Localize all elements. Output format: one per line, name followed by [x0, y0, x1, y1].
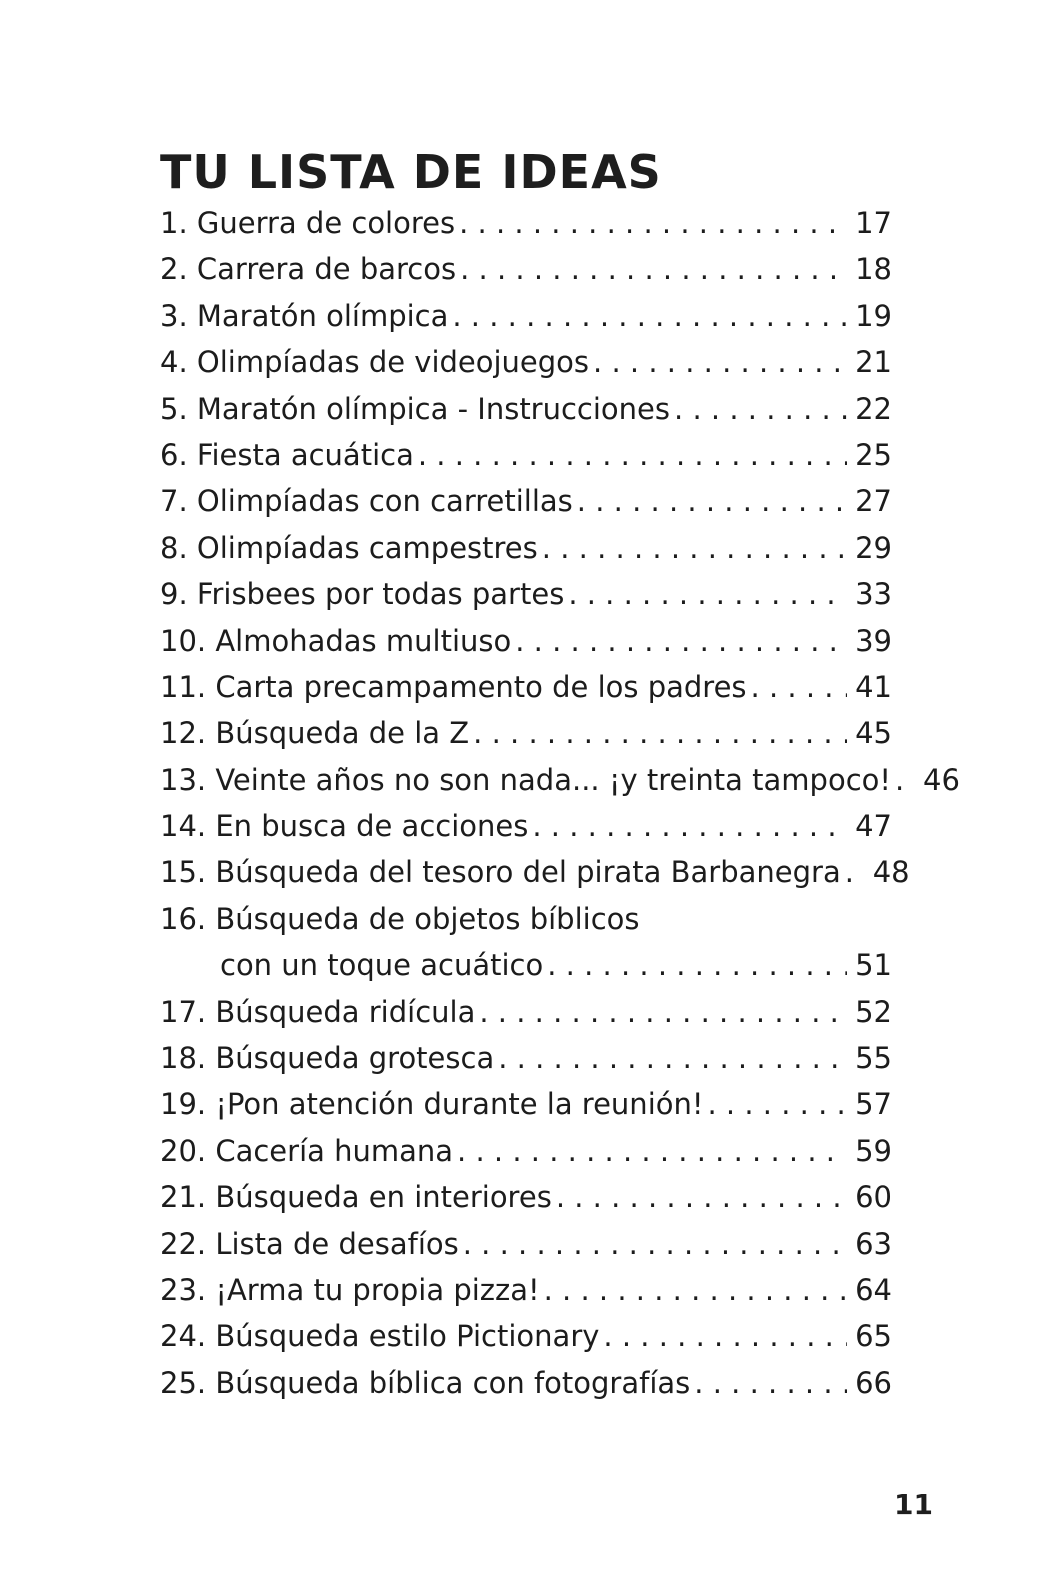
- toc-entry-title: 24. Búsqueda estilo Pictionary: [160, 1319, 600, 1354]
- dot-leader: [544, 1267, 847, 1313]
- toc-page-number: 25: [855, 437, 892, 472]
- toc-page-number: 47: [855, 809, 892, 844]
- toc-entry: [160, 989, 892, 1035]
- toc-entry: [160, 664, 892, 710]
- toc-page-number: 45: [855, 716, 892, 751]
- toc-entry: [160, 200, 892, 246]
- toc-entry: [160, 386, 892, 432]
- toc-entry-title: 23. ¡Arma tu propia pizza!: [160, 1272, 540, 1307]
- dot-leader: [568, 571, 847, 617]
- toc-entry: [160, 896, 892, 942]
- dot-leader: [593, 339, 847, 385]
- dot-leader: [708, 1081, 848, 1127]
- toc-page-number: 64: [855, 1272, 892, 1307]
- toc-page-number: 60: [855, 1180, 892, 1215]
- toc-entry: [160, 1221, 892, 1267]
- toc-entry-title: 12. Búsqueda de la Z: [160, 716, 470, 751]
- dot-leader: [694, 1360, 847, 1406]
- dot-leader: [577, 478, 847, 524]
- toc-entry-title: 15. Búsqueda del tesoro del pirata Barbanegra: [160, 855, 841, 890]
- toc-page-number: 18: [855, 252, 892, 287]
- toc-entry: [160, 246, 892, 292]
- dot-leader: [895, 757, 915, 803]
- toc-entry-title: 10. Almohadas multiuso: [160, 623, 512, 658]
- dot-leader: [515, 618, 847, 664]
- toc-entry-title: 7. Olimpíadas con carretillas: [160, 484, 573, 519]
- dot-leader: [473, 710, 847, 756]
- toc-page-number: 51: [855, 948, 892, 983]
- toc-entry-title: 21. Búsqueda en interiores: [160, 1180, 552, 1215]
- toc-page-number: 27: [855, 484, 892, 519]
- toc-entry: [160, 1267, 892, 1313]
- toc-page-number: 65: [855, 1319, 892, 1354]
- toc-entry-title: 13. Veinte años no son nada... ¡y treinta tampoco!: [160, 762, 892, 797]
- toc-page-number: 59: [855, 1133, 892, 1168]
- toc-entry: [160, 1128, 892, 1174]
- toc-heading: TU LISTA DE IDEAS: [160, 145, 662, 199]
- toc-entry-title: 6. Fiesta acuática: [160, 437, 414, 472]
- toc-entry: [160, 293, 892, 339]
- dot-leader: [751, 664, 848, 710]
- toc-entry: [160, 849, 910, 895]
- toc-entry: [160, 525, 892, 571]
- toc-page-number: 46: [923, 762, 960, 797]
- toc-entry: [160, 478, 892, 524]
- toc-entry-title: 14. En busca de acciones: [160, 809, 529, 844]
- table-of-contents: [160, 200, 960, 1406]
- toc-entry-title: 22. Lista de desafíos: [160, 1226, 459, 1261]
- toc-entry-title: 18. Búsqueda grotesca: [160, 1041, 495, 1076]
- dot-leader: [459, 200, 847, 246]
- toc-entry: [160, 618, 892, 664]
- toc-entry-title: 4. Olimpíadas de videojuegos: [160, 345, 590, 380]
- dot-leader: [463, 1221, 847, 1267]
- dot-leader: [845, 849, 865, 895]
- toc-entry-title: 19. ¡Pon atención durante la reunión!: [160, 1087, 704, 1122]
- toc-page-number: 57: [855, 1087, 892, 1122]
- page-number: 11: [894, 1488, 933, 1521]
- dot-leader: [457, 1128, 847, 1174]
- dot-leader: [418, 432, 847, 478]
- toc-page-number: 41: [855, 669, 892, 704]
- toc-entry: [160, 1035, 892, 1081]
- dot-leader: [452, 293, 847, 339]
- toc-entry-title: 1. Guerra de colores: [160, 206, 456, 240]
- toc-entry: [160, 1174, 892, 1220]
- toc-page-number: 55: [855, 1041, 892, 1076]
- toc-page-number: 63: [855, 1226, 892, 1261]
- toc-entry: [160, 1081, 892, 1127]
- toc-entry-title: 20. Cacería humana: [160, 1133, 454, 1168]
- toc-page-number: 19: [855, 298, 892, 333]
- dot-leader: [542, 525, 847, 571]
- dot-leader: [556, 1174, 847, 1220]
- toc-page-number: 52: [855, 994, 892, 1029]
- toc-entry-title: 3. Maratón olímpica: [160, 298, 449, 333]
- toc-entry: [160, 803, 892, 849]
- toc-entry-title: 17. Búsqueda ridícula: [160, 994, 476, 1029]
- toc-page-number: 29: [855, 530, 892, 565]
- toc-entry: [160, 1313, 892, 1359]
- dot-leader: [603, 1313, 847, 1359]
- dot-leader: [674, 386, 847, 432]
- toc-entry: [160, 432, 892, 478]
- toc-entry: [160, 710, 892, 756]
- toc-entry-title: 9. Frisbees por todas partes: [160, 577, 565, 612]
- toc-entry-title: 2. Carrera de barcos: [160, 252, 457, 287]
- toc-page-number: 21: [855, 345, 892, 380]
- toc-entry-title: 8. Olimpíadas campestres: [160, 530, 538, 565]
- toc-entry-title: 25. Búsqueda bíblica con fotografías: [160, 1365, 691, 1400]
- toc-page-number: 66: [855, 1365, 892, 1400]
- toc-entry: [160, 1360, 892, 1406]
- toc-entry-continuation: [160, 942, 892, 988]
- toc-page-number: 39: [855, 623, 892, 658]
- toc-entry: [160, 571, 892, 617]
- dot-leader: [547, 942, 847, 988]
- toc-entry: [160, 339, 892, 385]
- toc-page-number: 22: [855, 391, 892, 426]
- dot-leader: [532, 803, 847, 849]
- toc-entry: [160, 757, 960, 803]
- toc-page-number: 17: [855, 206, 892, 240]
- toc-entry-title: 16. Búsqueda de objetos bíblicos: [160, 901, 640, 936]
- toc-entry-title: 11. Carta precampamento de los padres: [160, 669, 747, 704]
- toc-page-number: 48: [872, 855, 910, 890]
- dot-leader: [460, 246, 847, 292]
- dot-leader: [479, 989, 847, 1035]
- toc-entry-title: 5. Maratón olímpica - Instrucciones: [160, 391, 671, 426]
- toc-page-number: 33: [855, 577, 892, 612]
- toc-entry-title-continuation: con un toque acuático: [220, 948, 544, 983]
- dot-leader: [498, 1035, 847, 1081]
